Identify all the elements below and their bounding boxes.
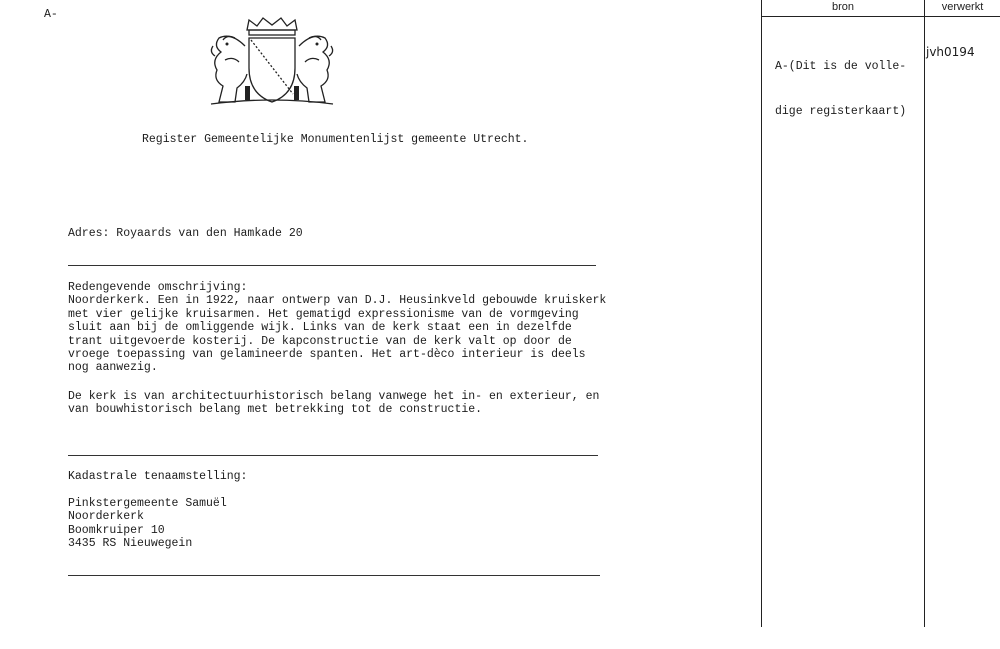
significance-line: van bouwhistorisch belang met betrekking tot de constructie. (68, 403, 483, 417)
divider (68, 575, 600, 576)
cadastral-line: Pinkstergemeente Samuël (68, 497, 227, 510)
significance-section (68, 390, 608, 417)
column-header-bron: bron (831, 1, 855, 13)
coat-of-arms-icon (205, 16, 340, 108)
divider (68, 455, 598, 456)
cadastral-section (68, 470, 608, 483)
table-border-left (761, 0, 762, 627)
bron-line: dige registerkaart) (775, 105, 907, 118)
verwerkt-cell: jvh0194 (926, 45, 975, 59)
bron-cell (775, 29, 906, 134)
address-line: Adres: Royaards van den Hamkade 20 (68, 227, 303, 240)
bron-line: A-(Dit is de volle- (775, 60, 907, 73)
cadastral-heading: Kadastrale tenaamstelling: (68, 470, 248, 483)
description-line: nog aanwezig. (68, 361, 158, 375)
description-line: sluit aan bij de omliggende wijk. Links van de kerk staat een in dezelfde (68, 321, 572, 335)
cadastral-line: Noorderkerk (68, 510, 144, 524)
description-heading: Redengevende omschrijving: (68, 281, 248, 294)
cadastral-line: 3435 RS Nieuwegein (68, 537, 193, 551)
column-header-verwerkt: verwerkt (941, 1, 984, 13)
cadastral-owner (68, 497, 608, 551)
table-header-rule (761, 16, 1000, 17)
description-section (68, 281, 608, 375)
corner-label: A- (44, 8, 58, 21)
table-border-middle (924, 0, 925, 627)
divider (68, 265, 596, 266)
significance-line: De kerk is van architectuurhistorisch belang vanwege het in- en exterieur, en (68, 390, 600, 403)
cadastral-line: Boomkruiper 10 (68, 523, 165, 537)
description-line: met vier gelijke kruisarmen. Het gematigd expressionisme van de vormgeving (68, 307, 579, 321)
description-line: trant uitgevoerde kosterij. De kapconstructie van de kerk valt op door de (68, 334, 572, 348)
description-line: Noorderkerk. Een in 1922, naar ontwerp van D.J. Heusinkveld gebouwde kruiskerk (68, 294, 607, 308)
description-line: vroege toepassing van gelamineerde spanten. Het art-dèco interieur is deels (68, 348, 586, 362)
page-title: Register Gemeentelijke Monumentenlijst gemeente Utrecht. (142, 133, 529, 146)
